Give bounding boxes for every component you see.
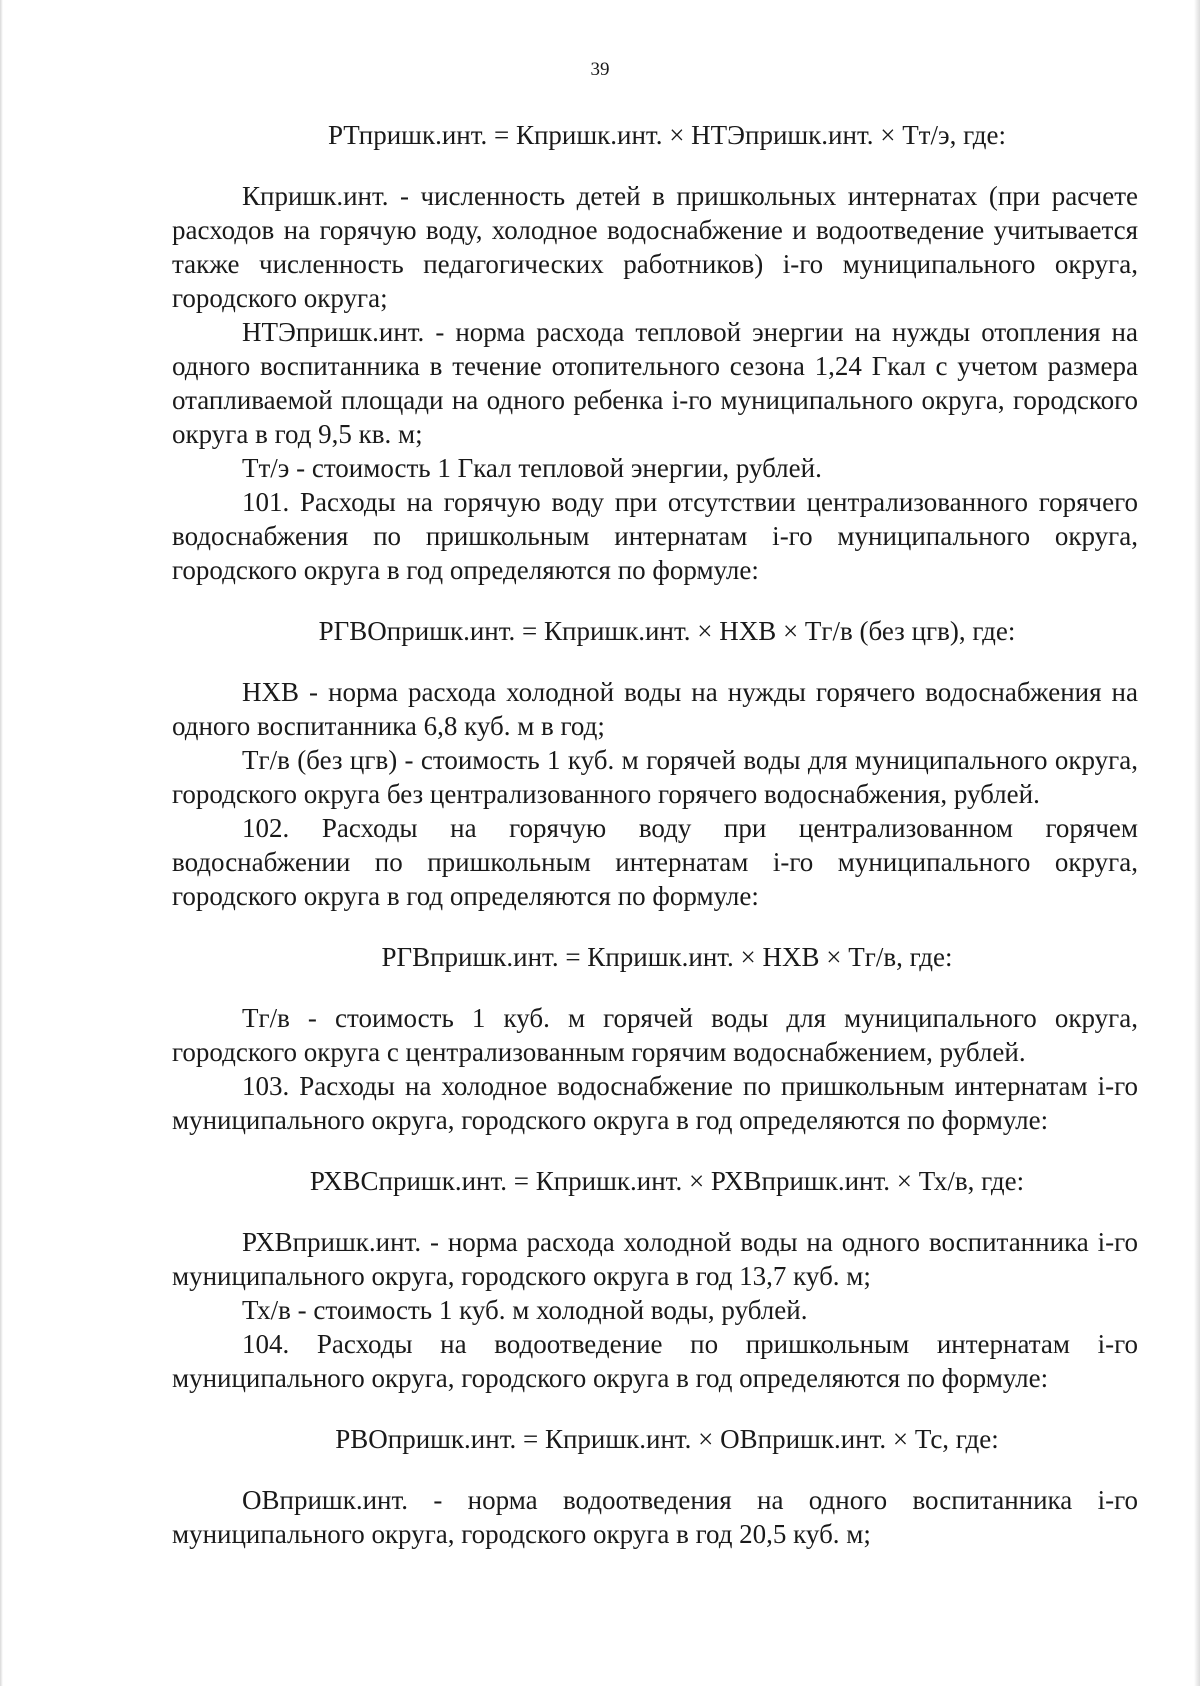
- paragraph-nhv-definition: НХВ - норма расхода холодной воды на нужды горячего водоснабжения на одного воспитанника 6,8 куб. м в год;: [172, 677, 1138, 741]
- paragraph-ov-definition: ОВпришк.инт. - норма водоотведения на одного воспитанника i-го муниципального округа, городского округа в год 20,5 куб. м;: [172, 1485, 1138, 1549]
- paragraph-item-103: 103. Расходы на холодное водоснабжение по пришкольным интернатам i-го муниципального округа, городского округа в год определяются по формуле:: [172, 1071, 1138, 1135]
- page-number: 39: [590, 59, 610, 80]
- formula-rhvs: РХВСпришк.инт. = Кпришк.инт. × РХВпришк.инт. × Тх/в, где:: [309, 1166, 1025, 1196]
- scan-edge-right: [1194, 0, 1200, 1686]
- paragraph-nte-definition: НТЭпришк.инт. - норма расхода тепловой энергии на нужды отопления на одного воспитанника в течение отопительного сезона 1,24 Гкал с учетом размера отапливаемой площади на одного ребенка i-го муниципального округа, городского округа в год 9,5 кв. м;: [172, 317, 1138, 449]
- formula-rvo: РВОпришк.инт. = Кпришк.инт. × ОВпришк.инт. × Тс, где:: [335, 1424, 999, 1454]
- formula-rgv: РГВпришк.инт. = Кпришк.инт. × НХВ × Тг/в, где:: [381, 942, 953, 972]
- document-body: [172, 118, 1138, 1551]
- formula-rt: РТпришк.инт. = Кпришк.инт. × НТЭпришк.инт. × Тт/э, где:: [327, 120, 1007, 150]
- formula-rgvo: РГВОпришк.инт. = Кпришк.инт. × НХВ × Тг/в (без цгв), где:: [318, 616, 1016, 646]
- paragraph-thv-definition: Тх/в - стоимость 1 куб. м холодной воды, рублей.: [242, 1295, 808, 1325]
- paragraph-tgv-no-cgv-definition: Тг/в (без цгв) - стоимость 1 куб. м горячей воды для муниципального округа, городского округа без централизованного горячего водоснабжения, рублей.: [172, 745, 1138, 809]
- paragraph-rhv-definition: РХВпришк.инт. - норма расхода холодной воды на одного воспитанника i-го муниципального округа, городского округа в год 13,7 куб. м;: [172, 1227, 1138, 1291]
- paragraph-tgv-definition: Тг/в - стоимость 1 куб. м горячей воды для муниципального округа, городского округа с централизованным горячим водоснабжением, рублей.: [172, 1003, 1138, 1067]
- paragraph-item-101: 101. Расходы на горячую воду при отсутствии централизованного горячего водоснабжения по пришкольным интернатам i-го муниципального округа, городского округа в год определяются по формуле:: [172, 487, 1138, 585]
- paragraph-item-102: 102. Расходы на горячую воду при централизованном горячем водоснабжении по пришкольным интернатам i-го муниципального округа, городского округа в год определяются по формуле:: [172, 813, 1138, 911]
- scan-edge-left: [0, 0, 3, 1686]
- paragraph-k-definition: Кпришк.инт. - численность детей в пришкольных интернатах (при расчете расходов на горячую воду, холодное водоснабжение и водоотведение учитывается также численность педагогических работников) i-го муниципального округа, городского округа;: [172, 181, 1138, 313]
- paragraph-tte-definition: Тт/э - стоимость 1 Гкал тепловой энергии, рублей.: [242, 453, 822, 483]
- paragraph-item-104: 104. Расходы на водоотведение по пришкольным интернатам i-го муниципального округа, городского округа в год определяются по формуле:: [172, 1329, 1138, 1393]
